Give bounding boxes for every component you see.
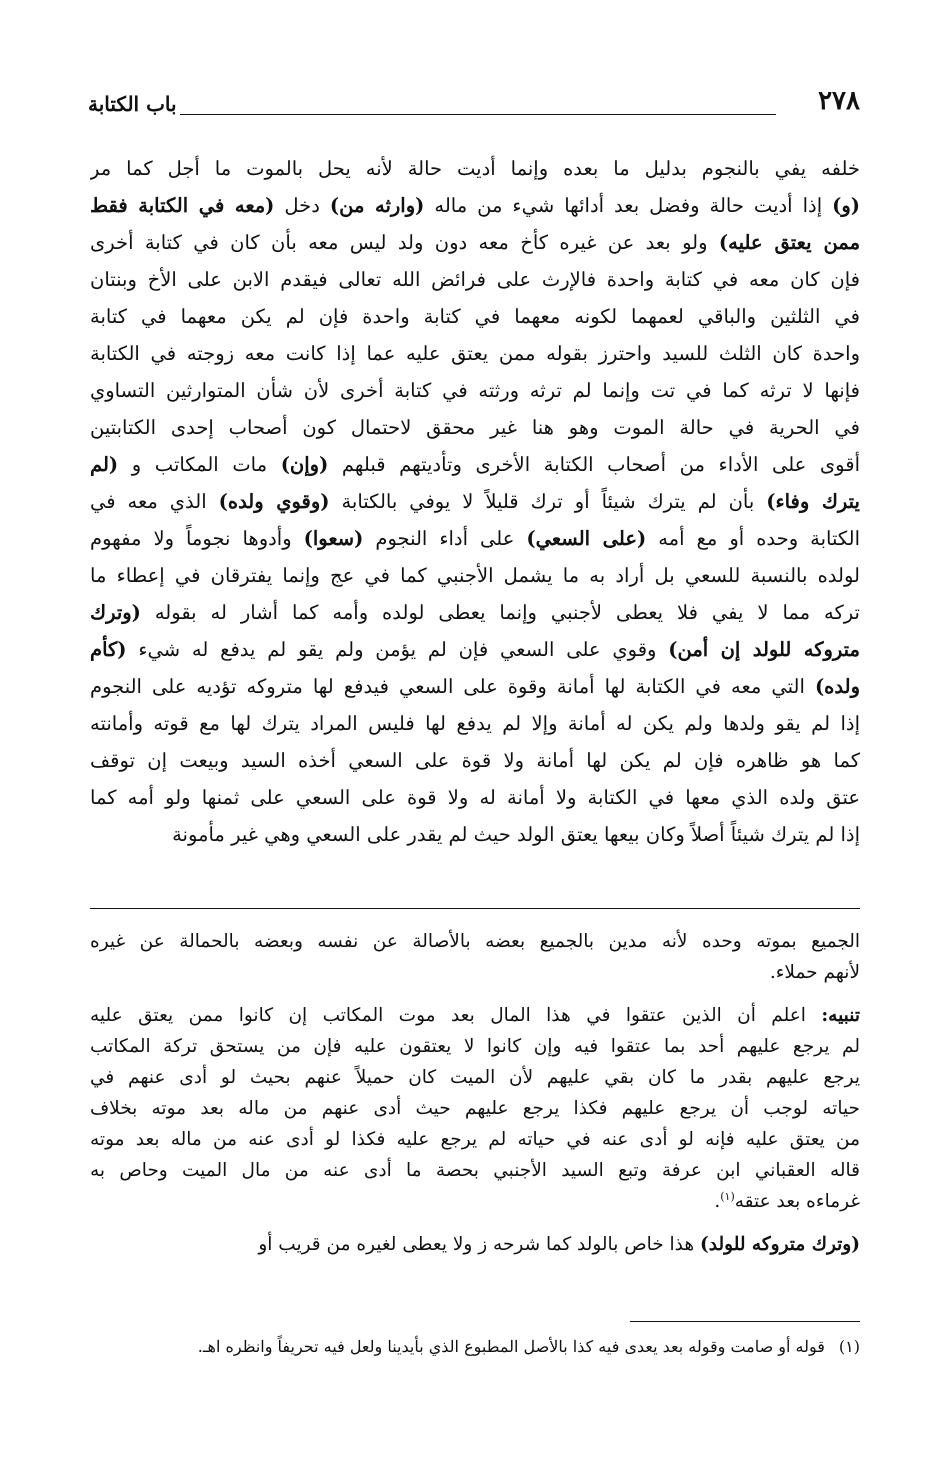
commentary-line <box>90 1062 860 1093</box>
bold-segment: (وإن) <box>280 453 329 476</box>
commentary-separator <box>90 908 860 909</box>
text-segment: في الحرية في حالة الموت وهو هنا غير محقق لاحتمال كون أصحاب إحدى الكتابتين <box>90 416 860 439</box>
bold-segment: متروكه للولد إن أمن) <box>668 638 860 661</box>
text-segment: وقوي على السعي فإن لم يؤمن ولم يقو لم يدفع له شيء <box>126 638 669 661</box>
text-segment: إذا لم يقو ولدها ولم يكن له أمانة وإلا لم يدفع لها فليس المراد يترك لها مع قوته وأمانته <box>90 712 860 735</box>
main-text-line <box>90 816 860 853</box>
commentary-line <box>90 1155 860 1186</box>
commentary-line <box>90 1229 860 1260</box>
main-text <box>90 150 860 853</box>
main-text-line <box>90 372 860 409</box>
text-segment: مات المكاتب و <box>118 453 281 476</box>
commentary-line <box>90 957 860 988</box>
chapter-title: باب الكتابة <box>88 92 177 116</box>
text-segment: خلفه يفي بالنجوم بدليل ما بعده وإنما أديت حالة لأنه يحل بالموت ما أجل كما مر <box>90 157 860 180</box>
text-segment: هذا خاص بالولد كما شرحه ز ولا يعطى لغيره من قريب أو <box>258 1234 701 1255</box>
bold-segment: (و) <box>832 194 860 217</box>
page-header <box>88 86 860 126</box>
text-segment: لأنهم حملاء. <box>769 962 860 983</box>
bold-segment: (على السعي) <box>526 527 647 550</box>
main-text-line <box>90 594 860 631</box>
text-segment: فإن كان معه في كتابة واحدة فالإرث على فرائض الله تعالى فيقدم الابن على الأخ وبنتان <box>90 268 860 291</box>
bold-segment: (وارثه من) <box>329 194 425 217</box>
text-segment: وأدوها نجوماً ولا مفهوم <box>90 527 304 550</box>
bold-segment: (معه في الكتابة فقط <box>90 194 275 217</box>
main-text-line <box>90 742 860 779</box>
text-segment: عتق ولده الذي معها في الكتابة ولا أمانة له ولا قوة على السعي على ثمنها ولو أمه كما <box>90 786 860 809</box>
paragraph-gap <box>90 1217 860 1229</box>
text-segment: تركه مما لا يفي فلا يعطى لأجنبي وإنما يعطى لولده وأمه كما أشار له بقوله <box>140 601 860 624</box>
footnote-number: (١) <box>838 1337 860 1356</box>
text-segment: إذا لم يترك شيئاً أصلاً وكان بيعها يعتق الولد حيث لم يقدر على السعي وهي غير مأمونة <box>172 823 860 846</box>
bold-segment: ممن يعتق عليه) <box>718 231 860 254</box>
text-segment: من يعتق عليه فإنه لو أدى عنه في حياته لم يرجع عليه فكذا لو أدى عنه من ماله بعد موته <box>90 1129 860 1150</box>
commentary-line <box>90 926 860 957</box>
text-segment: بأن لم يترك شيئاً أو ترك قليلاً لا يوفي بالكتابة <box>329 490 767 513</box>
text-segment: أقوى على الأداء من أصحاب الكتابة الأخرى وتأديتهم قبلهم <box>328 453 860 476</box>
text-segment: يرجع عليهم بقدر ما كان بقي عليهم لأن الميت كان حميلاً عنهم بحيث لو أدى عنهم في <box>90 1067 860 1088</box>
text-segment: الذي معه في <box>90 490 219 513</box>
bold-segment: (وترك <box>90 601 141 624</box>
bold-segment: تنبيه: <box>821 1005 860 1026</box>
text-segment: لم يرجع عليهم أحد بما عتقوا فيه وإن كانوا لا يعتقون عليه فإن من يستحق تركة المكاتب <box>90 1036 860 1057</box>
text-segment: فإنها لا ترثه كما في تت وإنما لم ترثه ورثته في كتابة أخرى لأن شأن المتوارثين التساوي <box>90 379 860 402</box>
main-text-line <box>90 187 860 224</box>
text-segment: ولو بعد عن غيره كأخ معه دون ولد ليس معه بأن كان في كتابة أخرى <box>90 231 719 254</box>
main-text-line <box>90 150 860 187</box>
commentary-line <box>90 1124 860 1155</box>
footnote <box>90 1334 860 1360</box>
commentary-text <box>90 926 860 1260</box>
bold-segment: (وترك متروكه للولد) <box>700 1234 860 1255</box>
text-segment: كما هو ظاهره فإن لم يكن لها أمانة ولا قوة على السعي أخذه السيد وبيعت إن توقف <box>90 749 860 772</box>
commentary-line <box>90 1000 860 1031</box>
bold-segment: يترك وفاء) <box>766 490 860 513</box>
header-rule <box>180 114 776 115</box>
bold-segment: (وقوي ولده) <box>218 490 330 513</box>
text-segment: في الثلثين والباقي لعمهما لكونه معهما في كتابة واحدة فإن لم يكن معهما في كتابة <box>90 305 860 328</box>
footnote-ref: (١) <box>720 1189 735 1203</box>
main-text-line <box>90 261 860 298</box>
text-segment: قاله العقباني ابن عرفة وتبع السيد الأجنبي بحصة ما أدى عنه من مال الميت وحاص به <box>90 1160 860 1181</box>
main-text-line <box>90 335 860 372</box>
commentary-line <box>90 1031 860 1062</box>
main-text-line <box>90 631 860 668</box>
main-text-line <box>90 483 860 520</box>
main-text-line <box>90 298 860 335</box>
commentary-line <box>90 1093 860 1124</box>
text-segment: حياته لوجب أن يرجع عليهم فكذا يرجع عليهم حيث أدى عنهم من ماله بعد موته بخلاف <box>90 1098 860 1119</box>
main-text-line <box>90 409 860 446</box>
main-text-line <box>90 668 860 705</box>
text-segment: اعلم أن الذين عتقوا في هذا المال بعد موت المكاتب إن كانوا ممن يعتق عليه <box>90 1005 822 1026</box>
bold-segment: (كأم <box>90 638 127 661</box>
text-segment: الجميع بموته وحده لأنه مدين بالجميع بعضه بالأصالة عن نفسه وبعضه بالحمالة عن غيره <box>90 931 860 952</box>
main-text-line <box>90 224 860 261</box>
bold-segment: (لم <box>90 453 119 476</box>
bold-segment: ولده) <box>814 675 860 698</box>
text-segment: غرماءه بعد عتقه <box>734 1191 860 1212</box>
main-text-line <box>90 557 860 594</box>
bold-segment: (سعوا) <box>303 527 364 550</box>
footnote-text: قوله أو صامت وقوله بعد يعدى فيه كذا بالأصل المطبوع الذي بأيدينا ولعل فيه تحريفاً وانظره اهـ. <box>197 1337 825 1356</box>
main-text-line <box>90 705 860 742</box>
main-text-line <box>90 779 860 816</box>
text-segment: لولده بالنسبة للسعي بل أراد به ما يشمل الأجنبي كما في عج وإنما يفترقان في إعطاء ما <box>90 564 860 587</box>
main-text-line <box>90 446 860 483</box>
text-segment: التي معه في الكتابة لها أمانة وقوة على السعي فيدفع لها متروكه تؤديه على النجوم <box>90 675 815 698</box>
main-text-line <box>90 520 860 557</box>
text-segment: الكتابة وحده أو مع أمه <box>646 527 860 550</box>
text-segment: واحدة كان الثلث للسيد واحترز بقوله ممن يعتق عليه عما إذا كانت معه زوجته في الكتابة <box>90 342 860 365</box>
footnote-rule <box>630 1321 860 1322</box>
paragraph-gap <box>90 988 860 1000</box>
text-segment: . <box>714 1191 721 1212</box>
commentary-line <box>90 1186 860 1217</box>
page-number: ٢٧٨ <box>818 86 860 116</box>
text-segment: على أداء النجوم <box>363 527 527 550</box>
text-segment: إذا أديت حالة وفضل بعد أدائها شيء من ماله <box>424 194 833 217</box>
text-segment: دخل <box>274 194 330 217</box>
